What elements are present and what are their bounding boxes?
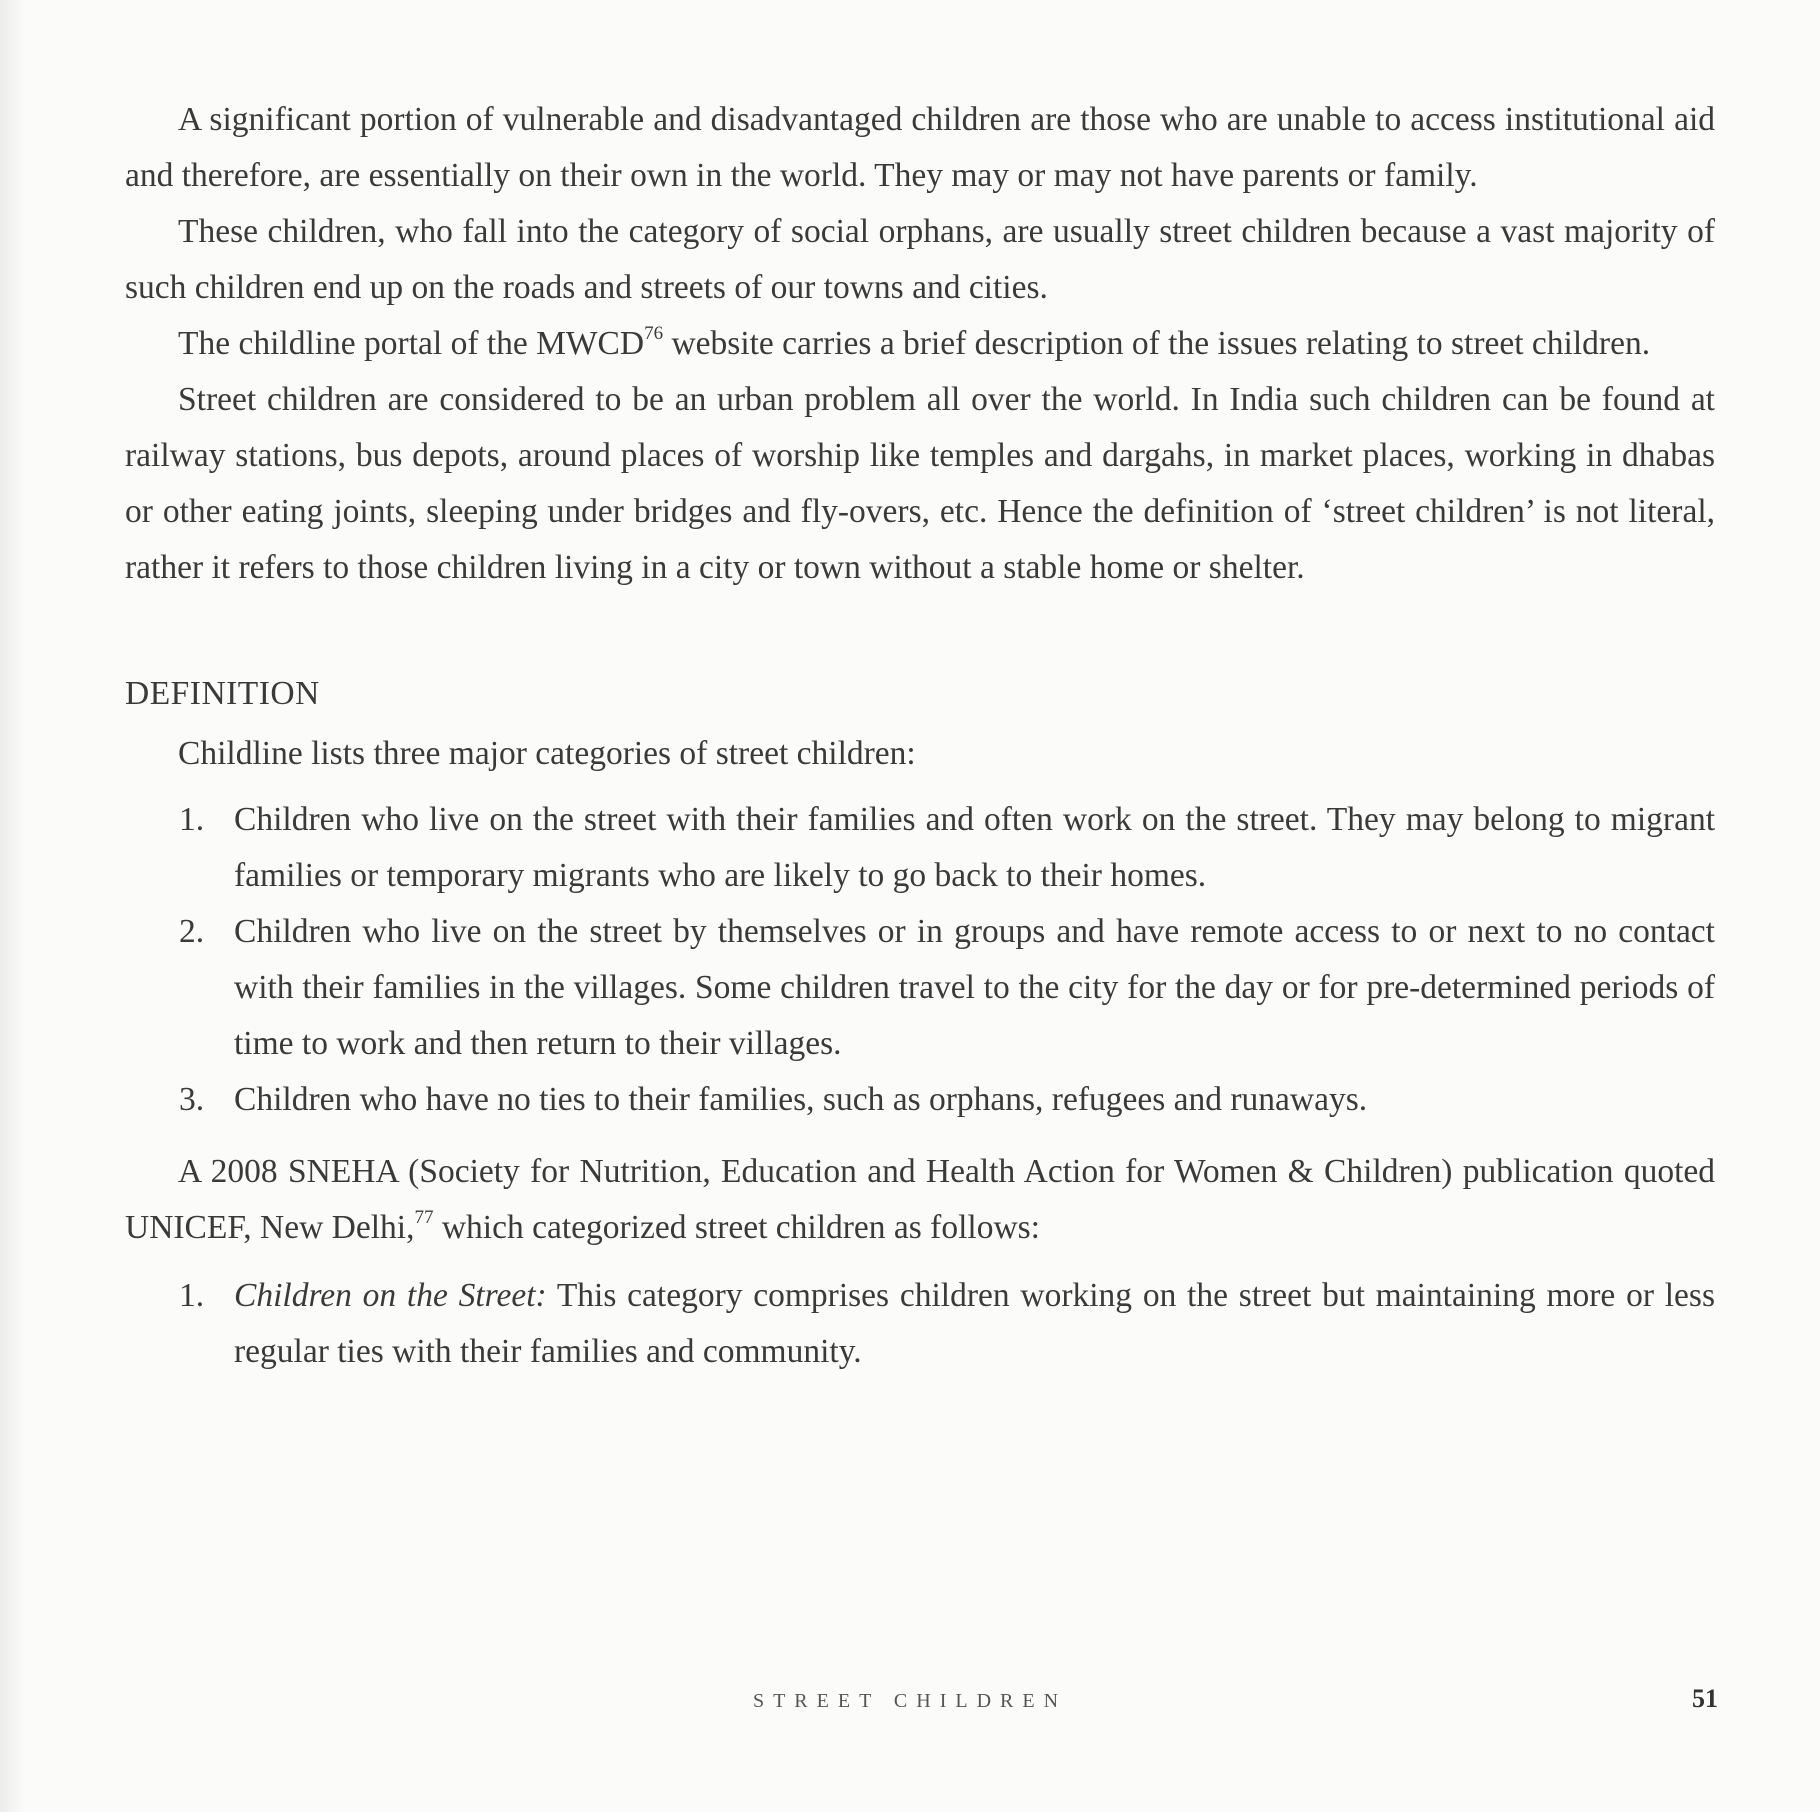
sneha-paragraph (125, 1144, 1715, 1256)
unicef-categories-list (125, 1268, 1715, 1380)
paragraph-3-text-cont: website carries a brief description of the issues relating to street children. (663, 325, 1651, 362)
list-item (125, 792, 1715, 904)
sneha-text-cont: which categorized street children as follows: (433, 1209, 1040, 1246)
list-number: 2. (179, 913, 205, 950)
sneha-text: A 2008 SNEHA (Society for Nutrition, Education and Health Action for Women & Children) publication quoted UNICEF, New Delhi, (125, 1153, 1715, 1246)
page-number: 51 (1692, 1684, 1718, 1713)
list-number: 1. (179, 801, 205, 838)
childline-categories-list (125, 792, 1715, 1128)
list-item (125, 904, 1715, 1072)
paragraph-3 (125, 316, 1715, 372)
footnote-ref-77: 77 (414, 1207, 434, 1228)
running-footer-title: STREET CHILDREN (752, 1690, 1068, 1712)
paragraph-1: A significant portion of vulnerable and disadvantaged children are those who are unable to access institutional aid and therefore, are essentially on their own in the world. They may or may not have parents or family. (125, 101, 1715, 194)
list-item-text: This category comprises children working on the street but maintaining more or less regular ties with their families and community. (234, 1277, 1715, 1370)
paragraph-4: Street children are considered to be an urban problem all over the world. In India such children can be found at railway stations, bus depots, around places of worship like temples and dargahs, in market places, working in dhabas or other eating joints, sleeping under bridges and fly-overs, etc. Hence the definition of ‘street children’ is not literal, rather it refers to those children living in a city or town without a stable home or shelter. (125, 381, 1715, 586)
definition-lead: Childline lists three major categories of street children: (178, 735, 916, 772)
paragraph-2: These children, who fall into the category of social orphans, are usually street children because a vast majority of such children end up on the roads and streets of our towns and cities. (125, 213, 1715, 306)
paragraph-3-text: The childline portal of the MWCD (178, 325, 645, 362)
list-item-text: Children who live on the street by themselves or in groups and have remote access to or next to no contact with their families in the villages. Some children travel to the city for the day or for pre-determined periods of time to work and then return to their villages. (234, 913, 1715, 1062)
list-item (125, 1268, 1715, 1380)
section-heading-definition: DEFINITION (125, 675, 320, 712)
list-number: 1. (179, 1277, 205, 1314)
list-item-text: Children who have no ties to their families, such as orphans, refugees and runaways. (234, 1081, 1368, 1118)
list-number: 3. (179, 1081, 205, 1118)
list-item-text: Children who live on the street with their families and often work on the street. They may belong to migrant families or temporary migrants who are likely to go back to their homes. (234, 801, 1715, 894)
footnote-ref-76: 76 (644, 323, 664, 344)
list-item (125, 1072, 1715, 1128)
page-body (125, 92, 1715, 1380)
list-item-term: Children on the Street: (234, 1277, 547, 1314)
